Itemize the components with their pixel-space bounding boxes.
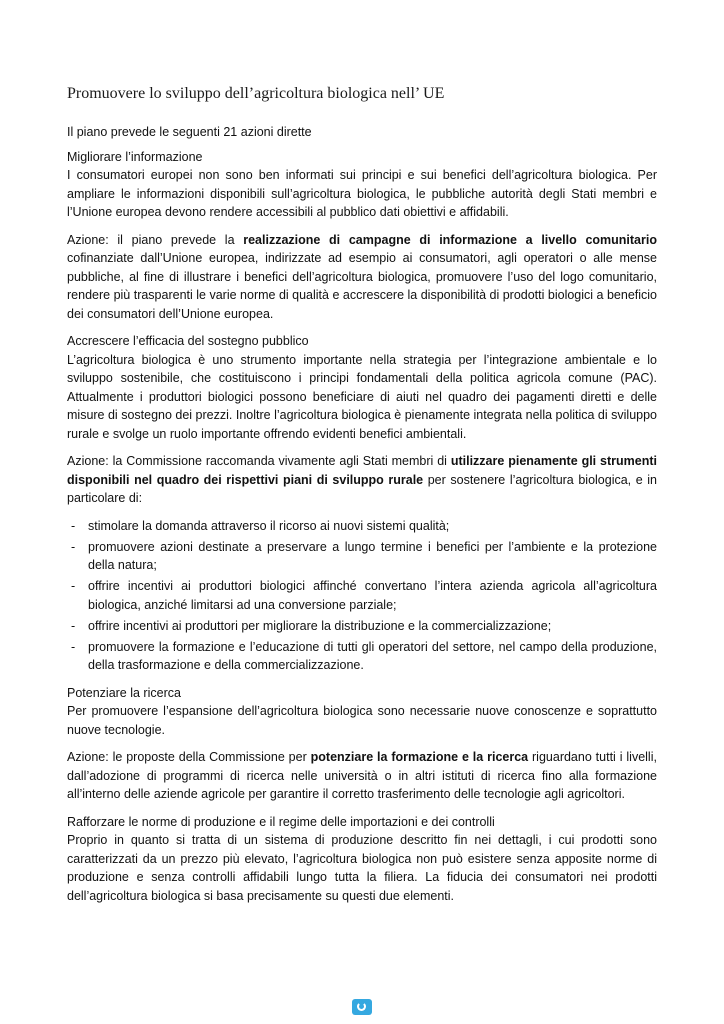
section-heading-potenziare-ricerca: Potenziare la ricerca [67,685,181,700]
action-text-bold: potenziare la formazione e la ricerca [310,750,529,764]
action-paragraph-formazione-ricerca [67,748,657,804]
bullet-item [67,617,657,636]
action-paragraph-campagne-informazione [67,231,657,324]
action-text-post: per sostenere l’agricoltura biologica, e in particolare di: [67,472,657,505]
action-text-pre: Azione: il piano prevede la [67,232,244,247]
dash-bullet-marker: - [71,518,76,533]
dash-bullet-marker: - [71,579,76,593]
bullet-item [67,538,657,575]
section-body-potenziare-ricerca: Per promuovere l’espansione dell’agricoltura biologica sono necessarie nuove conoscenze e soprattutto nuove tecnologie. [67,704,657,737]
bullet-item [67,638,657,675]
bullet-text: stimolare la domanda attraverso il ricorso ai nuovi sistemi qualità; [88,518,450,533]
section-potenziare-ricerca [67,684,657,740]
action-text-pre: Azione: la Commissione raccomanda vivamente agli Stati membri di [67,454,451,468]
bullet-item [67,577,657,614]
action-text-post: cofinanziate dall’Unione europea, indirizzate ad esempio ai consumatori, agli operatori o alle mense pubbliche, al fine di illustrare i benefici dell’agricoltura biologica, promuovere l’uso del logo comunitario, rendere più trasparenti le varie norme di qualità e accrescere la disponibilità di prodotti biologici a beneficio dei consumatori dell’Unione europea. [67,251,657,321]
dash-bullet-marker: - [71,639,76,654]
dash-bullet-marker: - [71,539,76,554]
dash-bullet-marker: - [71,618,76,633]
section-heading-migliorare-informazione: Migliorare l’informazione [67,149,203,164]
section-body-sostegno-pubblico: L’agricoltura biologica è uno strumento importante nella strategia per l’integrazione ambientale e lo sviluppo sostenibile, che costituiscono i principi fondamentali della politica agricola comune (PAC). Attualmente i produttori biologici possono beneficiare di aiuti nel quadro dei pagamenti diretti e delle misure di sostegno dei prezzi. Inoltre l’agricoltura biologica è pienamente integrata nella politica di sviluppo rurale e svolge un ruolo importante offrendo evidenti benefici ambientali. [67,352,657,441]
docsity-logo-icon [352,999,372,1015]
action-text-pre: Azione: le proposte della Commissione per [67,750,311,764]
logo-glyph [357,1002,366,1011]
section-body-norme-produzione: Proprio in quanto si tratta di un sistema di produzione descritto fin nei dettagli, i cui prodotti sono caratterizzati da un prezzo più elevato, l’agricoltura biologica non può esistere senza apposite norme di produzione e senza controlli affidabili lungo tutta la filiera. La fiducia dei consumatori nei prodotti dell’agricoltura biologica si basa precisamente su questi due elementi. [67,833,657,903]
bullet-list [67,517,657,675]
action-text-bold: realizzazione di campagne di informazione a livello comunitario [243,232,657,247]
section-sostegno-pubblico [67,332,657,443]
bullet-item [67,517,657,536]
bullet-text: offrire incentivi ai produttori per migliorare la distribuzione e la commercializzazione; [88,618,552,633]
bullet-text: offrire incentivi ai produttori biologici affinché convertano l’intera azienda agricola all’agricoltura biologica, anziché limitarsi ad una conversione parziale; [88,579,657,612]
section-norme-produzione [67,813,657,906]
document-content [67,84,657,914]
section-migliorare-informazione [67,148,657,222]
section-heading-norme-produzione: Rafforzare le norme di produzione e il regime delle importazioni e dei controlli [67,814,495,829]
page-title: Promuovere lo sviluppo dell’agricoltura biologica nell’ UE [67,85,445,102]
action-paragraph-piani-sviluppo-rurale [67,452,657,508]
section-body-migliorare-informazione: I consumatori europei non sono ben informati sui principi e sui benefici dell’agricoltura biologica. Per ampliare le informazioni disponibili sull’agricoltura biologica, le pubbliche autorità degli Stati membri e l’Unione europea devono rendere accessibili al pubblico dati obiettivi e affidabili. [67,168,657,219]
section-heading-sostegno-pubblico: Accrescere l’efficacia del sostegno pubblico [67,334,309,348]
bullet-text: promuovere la formazione e l’educazione di tutti gli operatori del settore, nel campo della produzione, della trasformazione e della commercializzazione. [88,639,657,672]
action-text-post: riguardano tutti i livelli, dall’adozione di programmi di ricerca nelle università o in altri istituti di ricerca fino alla formazione all’interno delle aziende agricole per garantire il corretto trasferimento delle tecnologie agli agricoltori. [67,750,657,801]
bullet-text: promuovere azioni destinate a preservare a lungo termine i benefici per l’ambiente e la protezione della natura; [88,539,657,572]
intro-paragraph: Il piano prevede le seguenti 21 azioni dirette [67,125,312,139]
action-text-bold: utilizzare pienamente gli strumenti disponibili nel quadro dei rispettivi piani di sviluppo rurale [67,454,657,487]
